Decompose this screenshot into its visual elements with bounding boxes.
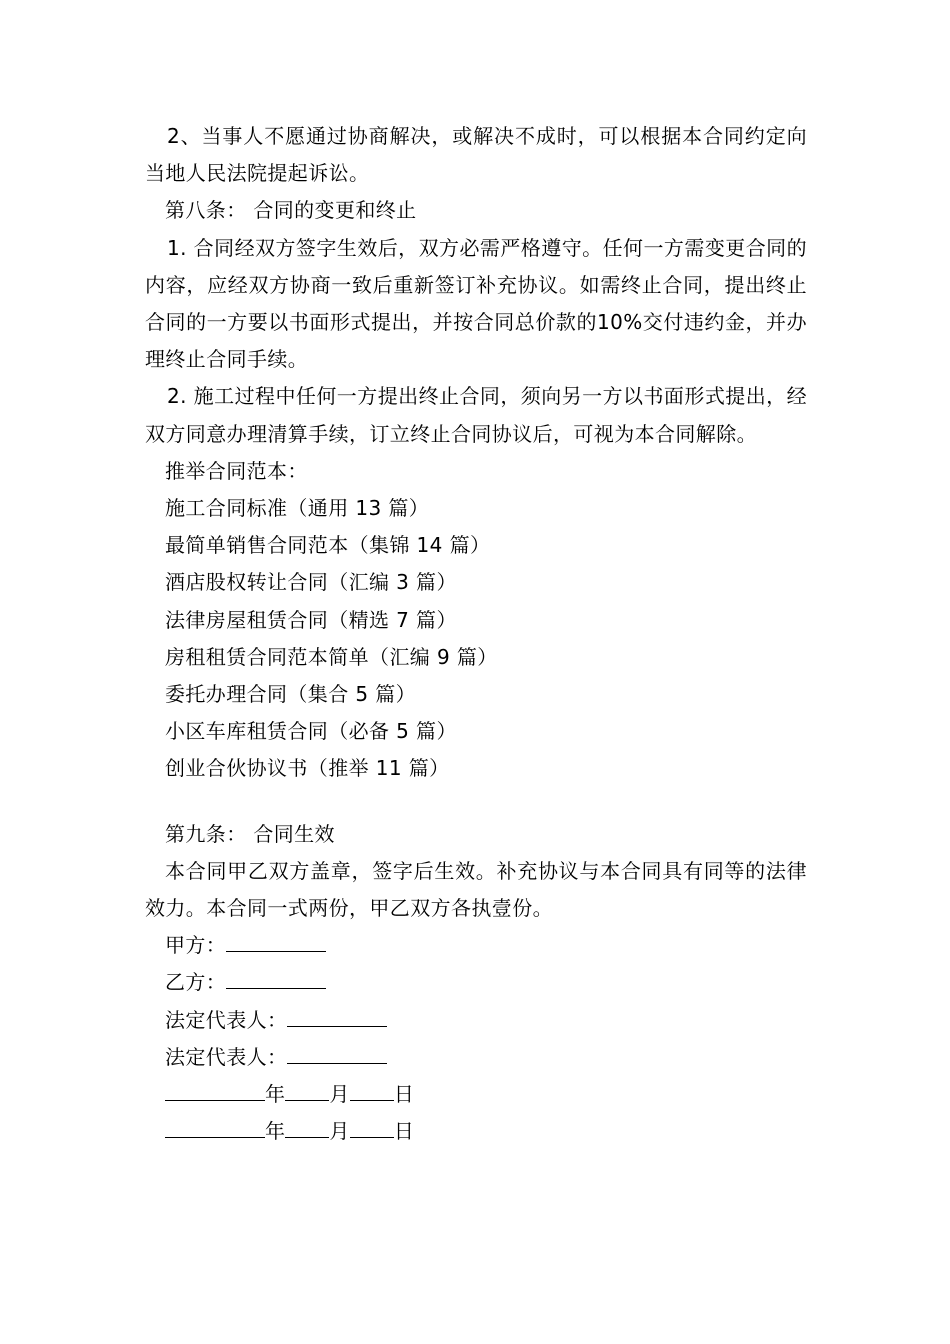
article-9-body: 本合同甲乙双方盖章，签字后生效。补充协议与本合同具有同等的法律效力。本合同一式两份，甲乙双方各执壹份。 bbox=[145, 858, 807, 921]
recommended-templates-heading: 推举合同范本： bbox=[165, 458, 308, 483]
month-blank bbox=[285, 1082, 329, 1101]
recommended-templates-list bbox=[145, 490, 807, 788]
date-line-1 bbox=[145, 1076, 807, 1113]
party-a-label: 甲方： bbox=[165, 933, 227, 958]
list-item: 酒店股权转让合同（汇编 3 篇） bbox=[165, 570, 457, 595]
legal-rep-2-blank bbox=[287, 1045, 387, 1064]
article-8-heading: 第八条： 合同的变更和终止 bbox=[165, 198, 417, 223]
legal-rep-1-blank bbox=[287, 1008, 387, 1027]
list-item: 施工合同标准（通用 13 篇） bbox=[165, 496, 430, 521]
year-label: 年 bbox=[265, 1082, 286, 1107]
party-a-signature-line bbox=[145, 927, 807, 964]
party-b-label: 乙方： bbox=[165, 970, 227, 995]
spacer bbox=[145, 788, 807, 816]
day-blank bbox=[350, 1082, 394, 1101]
day-blank bbox=[350, 1119, 394, 1138]
article-9-heading: 第九条： 合同生效 bbox=[165, 821, 335, 846]
legal-rep-1-label: 法定代表人： bbox=[165, 1007, 288, 1032]
legal-rep-1-signature-line bbox=[145, 1002, 807, 1039]
list-item: 最简单销售合同范本（集锦 14 篇） bbox=[165, 533, 491, 558]
list-item: 小区车库租赁合同（必备 5 篇） bbox=[165, 719, 457, 744]
document-page bbox=[145, 118, 807, 1150]
year-blank bbox=[165, 1119, 265, 1138]
party-a-blank bbox=[226, 933, 326, 952]
year-label: 年 bbox=[265, 1119, 286, 1144]
article-8-clause-1: 1. 合同经双方签字生效后，双方必需严格遵守。任何一方需变更合同的内容，应经双方协商一致后重新签订补充协议。如需终止合同，提出终止合同的一方要以书面形式提出，并按合同总价款的10%交付违约金，并办理终止合同手续。 bbox=[145, 235, 807, 372]
day-label: 日 bbox=[393, 1082, 415, 1107]
list-item: 法律房屋租赁合同（精选 7 篇） bbox=[165, 607, 457, 632]
date-line-2 bbox=[145, 1113, 807, 1150]
list-item: 创业合伙协议书（推举 11 篇） bbox=[165, 756, 450, 781]
legal-rep-2-signature-line bbox=[145, 1039, 807, 1076]
party-b-blank bbox=[226, 970, 326, 989]
month-blank bbox=[285, 1119, 329, 1138]
list-item: 委托办理合同（集合 5 篇） bbox=[165, 682, 417, 707]
article-8-clause-2: 2. 施工过程中任何一方提出终止合同，须向另一方以书面形式提出，经双方同意办理清算手续，订立终止合同协议后，可视为本合同解除。 bbox=[145, 384, 807, 446]
legal-rep-2-label: 法定代表人： bbox=[165, 1044, 288, 1069]
month-label: 月 bbox=[329, 1082, 350, 1107]
year-blank bbox=[165, 1082, 265, 1101]
party-b-signature-line bbox=[145, 964, 807, 1001]
day-label: 日 bbox=[393, 1119, 415, 1144]
paragraph-dispute-litigation: 2、当事人不愿通过协商解决，或解决不成时，可以根据本合同约定向当地人民法院提起诉讼。 bbox=[145, 124, 807, 186]
month-label: 月 bbox=[329, 1119, 350, 1144]
list-item: 房租租赁合同范本简单（汇编 9 篇） bbox=[165, 644, 498, 669]
